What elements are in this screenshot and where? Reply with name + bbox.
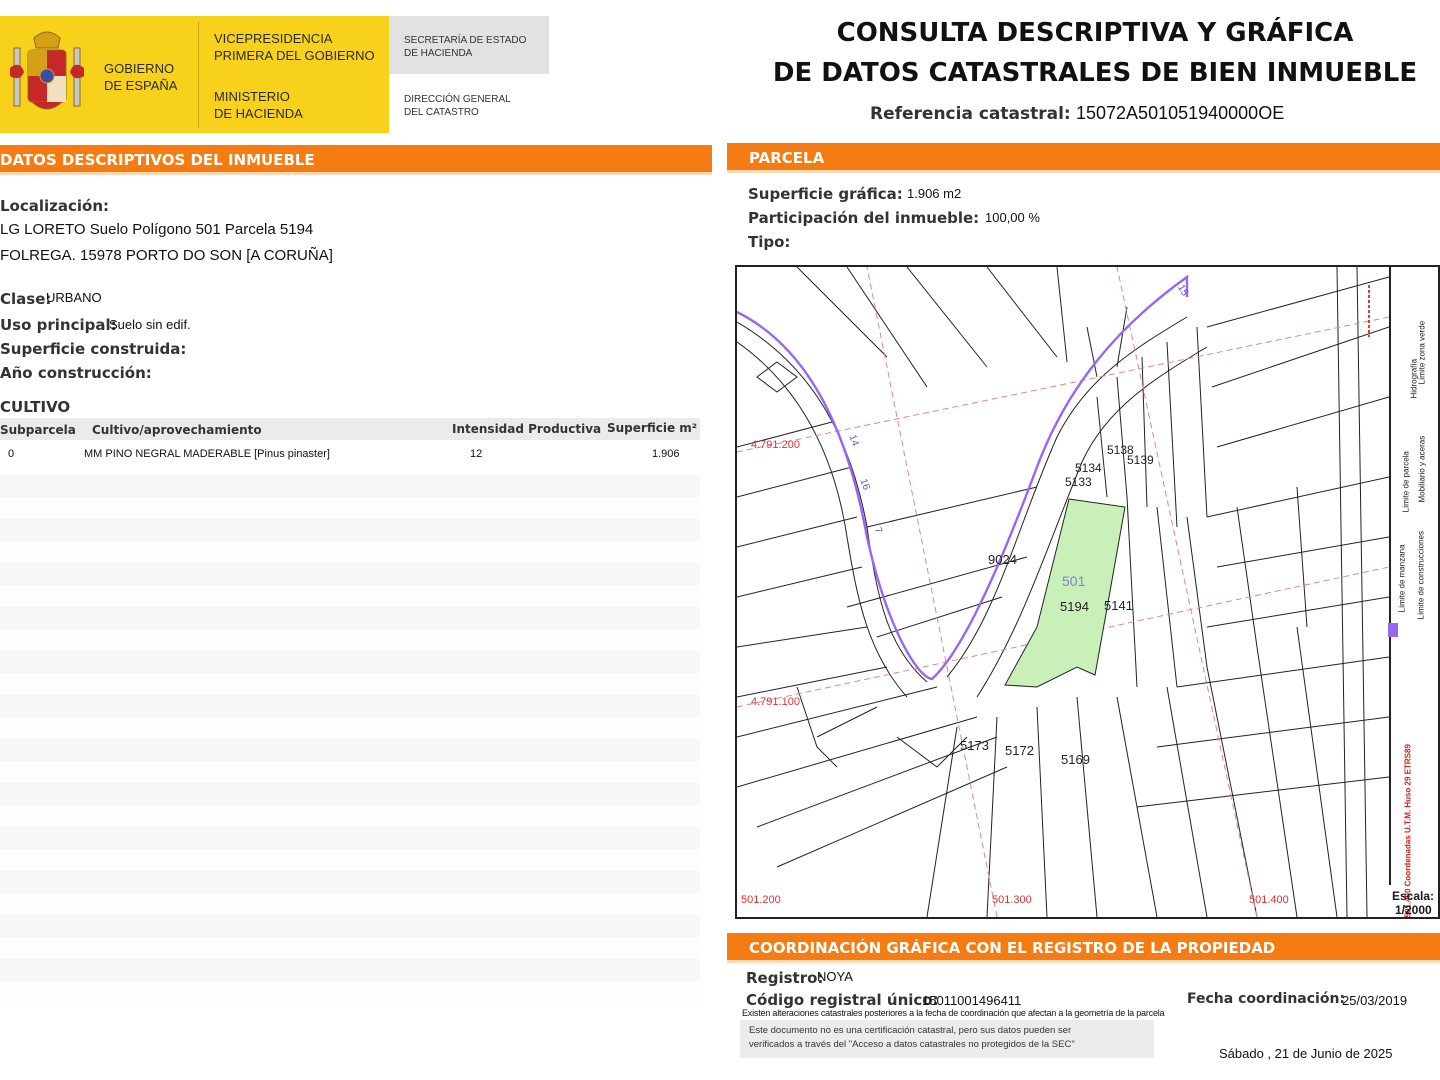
registro-label: Registro: <box>746 969 824 987</box>
parcela-5194-label: 5194 <box>1060 599 1089 614</box>
empty-table-row <box>0 893 700 915</box>
road-label-14: 14 <box>846 433 861 448</box>
empty-table-row <box>0 805 700 827</box>
parcela-5139-label: 5139 <box>1127 453 1154 467</box>
secretaria-line-2: DE HACIENDA <box>404 48 473 59</box>
datos-descriptivos-heading: DATOS DESCRIPTIVOS DEL INMUEBLE <box>0 145 712 175</box>
legend-zona-verde: Límite zona verde <box>1417 320 1427 385</box>
empty-table-row <box>0 585 700 607</box>
target-parcel <box>1005 499 1125 687</box>
parcela-9024-label: 9024 <box>988 552 1017 567</box>
legend-mobiliario: Mobiliario y aceras <box>1417 435 1427 503</box>
fecha-coordinacion-value: 25/03/2019 <box>1342 993 1408 1008</box>
cultivo-heading: CULTIVO <box>0 398 71 416</box>
empty-table-row <box>0 937 700 959</box>
empty-table-row <box>0 981 700 1003</box>
ref-catastral-value: 15072A501051940000OE <box>1076 103 1285 123</box>
empty-table-row <box>0 717 700 739</box>
empty-table-row <box>0 959 700 981</box>
localizacion-line-2: FOLREGA. 15978 PORTO DO SON [A CORUÑA] <box>0 247 333 264</box>
empty-table-row <box>0 629 700 651</box>
coord-x-501400: 501.400 <box>1249 894 1289 906</box>
legend-construcciones: Límite de construcciones <box>1416 531 1426 620</box>
empty-table-row <box>0 563 700 585</box>
empty-table-row <box>0 849 700 871</box>
gobierno-line-2: DE ESPAÑA <box>104 78 178 93</box>
document-date: Sábado , 21 de Junio de 2025 <box>1219 1046 1393 1061</box>
logo-divider <box>198 22 199 128</box>
empty-table-row <box>0 915 700 937</box>
scale-label: Escala: <box>1392 889 1435 903</box>
empty-table-row <box>0 761 700 783</box>
clase-value: URBANO <box>46 290 102 305</box>
legend-hidrografia: Hidrografía <box>1409 358 1419 399</box>
direccion-line-1: DIRECCIÓN GENERAL <box>404 94 511 105</box>
table-cell-cultivo: MM PINO NEGRAL MADERABLE [Pinus pinaster] <box>84 448 330 460</box>
alteraciones-note: Existen alteraciones catastrales posteriores a la fecha de coordinación que afectan a la geometría de la parcela <box>742 1008 1165 1018</box>
coat-of-arms-icon <box>4 28 90 120</box>
coord-x-501200: 501.200 <box>741 894 781 906</box>
superficie-construida-label: Superficie construida: <box>0 340 187 358</box>
ministerio-label <box>214 88 303 122</box>
ministerio-line-1: MINISTERIO <box>214 89 290 104</box>
empty-table-row <box>0 827 700 849</box>
codigo-registral-value: 15011001496411 <box>922 993 1022 1008</box>
page-title-line-2: DE DATOS CATASTRALES DE BIEN INMUEBLE <box>772 58 1418 88</box>
empty-table-row <box>0 497 700 519</box>
uso-principal-label: Uso principal: <box>0 316 117 334</box>
road-label-7: 7 <box>871 526 884 535</box>
participacion-label: Participación del inmueble: <box>748 209 980 227</box>
direccion-line-2: DEL CATASTRO <box>404 107 479 118</box>
col-cultivo: Cultivo/aprovechamiento <box>92 423 262 437</box>
empty-table-row <box>0 695 700 717</box>
ref-catastral-label: Referencia catastral: <box>870 104 1071 124</box>
certification-note <box>740 1020 1154 1058</box>
tipo-label: Tipo: <box>748 233 791 251</box>
secretaria-label <box>404 34 526 60</box>
empty-table-row <box>0 519 700 541</box>
gobierno-label <box>104 60 177 94</box>
empty-table-row <box>0 871 700 893</box>
coord-y-4791100: 4.791.100 <box>751 696 800 708</box>
empty-table-row <box>0 541 700 563</box>
ministerio-line-2: DE HACIENDA <box>214 106 303 121</box>
empty-table-row <box>0 673 700 695</box>
parcela-5172-label: 5172 <box>1005 743 1034 758</box>
parcela-5134-label: 5134 <box>1075 461 1102 475</box>
cadastral-map-drawing <box>737 267 1389 917</box>
localizacion-label: Localización: <box>0 197 110 215</box>
empty-table-row <box>0 783 700 805</box>
parcela-5133-label: 5133 <box>1065 475 1092 489</box>
fecha-coordinacion-label: Fecha coordinación: <box>1187 991 1346 1007</box>
road-label-16: 16 <box>857 477 872 492</box>
cadastral-map <box>735 265 1440 919</box>
anio-construccion-label: Año construcción: <box>0 364 152 382</box>
legend-manzana-swatch <box>1388 623 1398 637</box>
map-scale <box>1389 883 1440 919</box>
col-superficie: Superficie m² <box>607 421 698 435</box>
gobierno-line-1: GOBIERNO <box>104 61 175 76</box>
codigo-registral-label: Código registral único: <box>746 991 939 1009</box>
localizacion-line-1: LG LORETO Suelo Polígono 501 Parcela 5194 <box>0 221 314 238</box>
coord-x-501300: 501.300 <box>992 894 1032 906</box>
road-label-15: 15 <box>1175 282 1191 299</box>
parcela-5169-label: 5169 <box>1061 752 1090 767</box>
table-cell-subparcela: 0 <box>8 448 15 460</box>
empty-table-row <box>0 475 700 497</box>
parcela-5141-label: 5141 <box>1104 598 1133 613</box>
legend-coordinates: 501.400 Coordenadas U.T.M. Huso 29 ETRS89 <box>1403 744 1413 918</box>
empty-table-row <box>0 739 700 761</box>
parcela-5173-label: 5173 <box>960 738 989 753</box>
empty-table-row <box>0 651 700 673</box>
col-intensidad: Intensidad Productiva <box>452 422 602 436</box>
superficie-grafica-label: Superficie gráfica: <box>748 185 903 203</box>
registro-value: NOYA <box>817 969 853 984</box>
clase-label: Clase: <box>0 290 52 308</box>
col-subparcela: Subparcela <box>0 423 76 437</box>
direccion-label <box>404 93 511 119</box>
page-title-line-1: CONSULTA DESCRIPTIVA Y GRÁFICA <box>836 18 1354 48</box>
poligono-501-label: 501 <box>1062 573 1086 589</box>
parcela-5138-label: 5138 <box>1107 443 1134 457</box>
nota-line-2: verificados a través del "Acceso a datos catastrales no protegidos de la SEC" <box>749 1039 1075 1050</box>
vicepresidencia-line-1: VICEPRESIDENCIA <box>214 31 333 46</box>
parcela-heading: PARCELA <box>727 143 1440 173</box>
coordinacion-heading: COORDINACIÓN GRÁFICA CON EL REGISTRO DE LA PROPIEDAD <box>727 933 1440 963</box>
vicepresidencia-label <box>214 30 375 64</box>
table-cell-superficie: 1.906 <box>652 448 680 460</box>
coord-y-4791200: 4.791.200 <box>751 439 800 451</box>
superficie-grafica-value: 1.906 m2 <box>907 186 962 201</box>
vicepresidencia-line-2: PRIMERA DEL GOBIERNO <box>214 48 375 63</box>
legend-manzana: Límite de manzana <box>1397 544 1407 613</box>
secretaria-line-1: SECRETARÍA DE ESTADO <box>404 35 527 46</box>
empty-table-row <box>0 607 700 629</box>
participacion-value: 100,00 % <box>985 210 1040 225</box>
table-cell-intensidad: 12 <box>470 448 483 460</box>
legend-parcela: Límite de parcela <box>1401 451 1411 513</box>
scale-value: 1/2000 <box>1395 903 1432 917</box>
uso-principal-value: Suelo sin edif. <box>109 317 191 332</box>
nota-line-1: Este documento no es una certificación catastral, pero sus datos pueden ser <box>749 1025 1072 1036</box>
